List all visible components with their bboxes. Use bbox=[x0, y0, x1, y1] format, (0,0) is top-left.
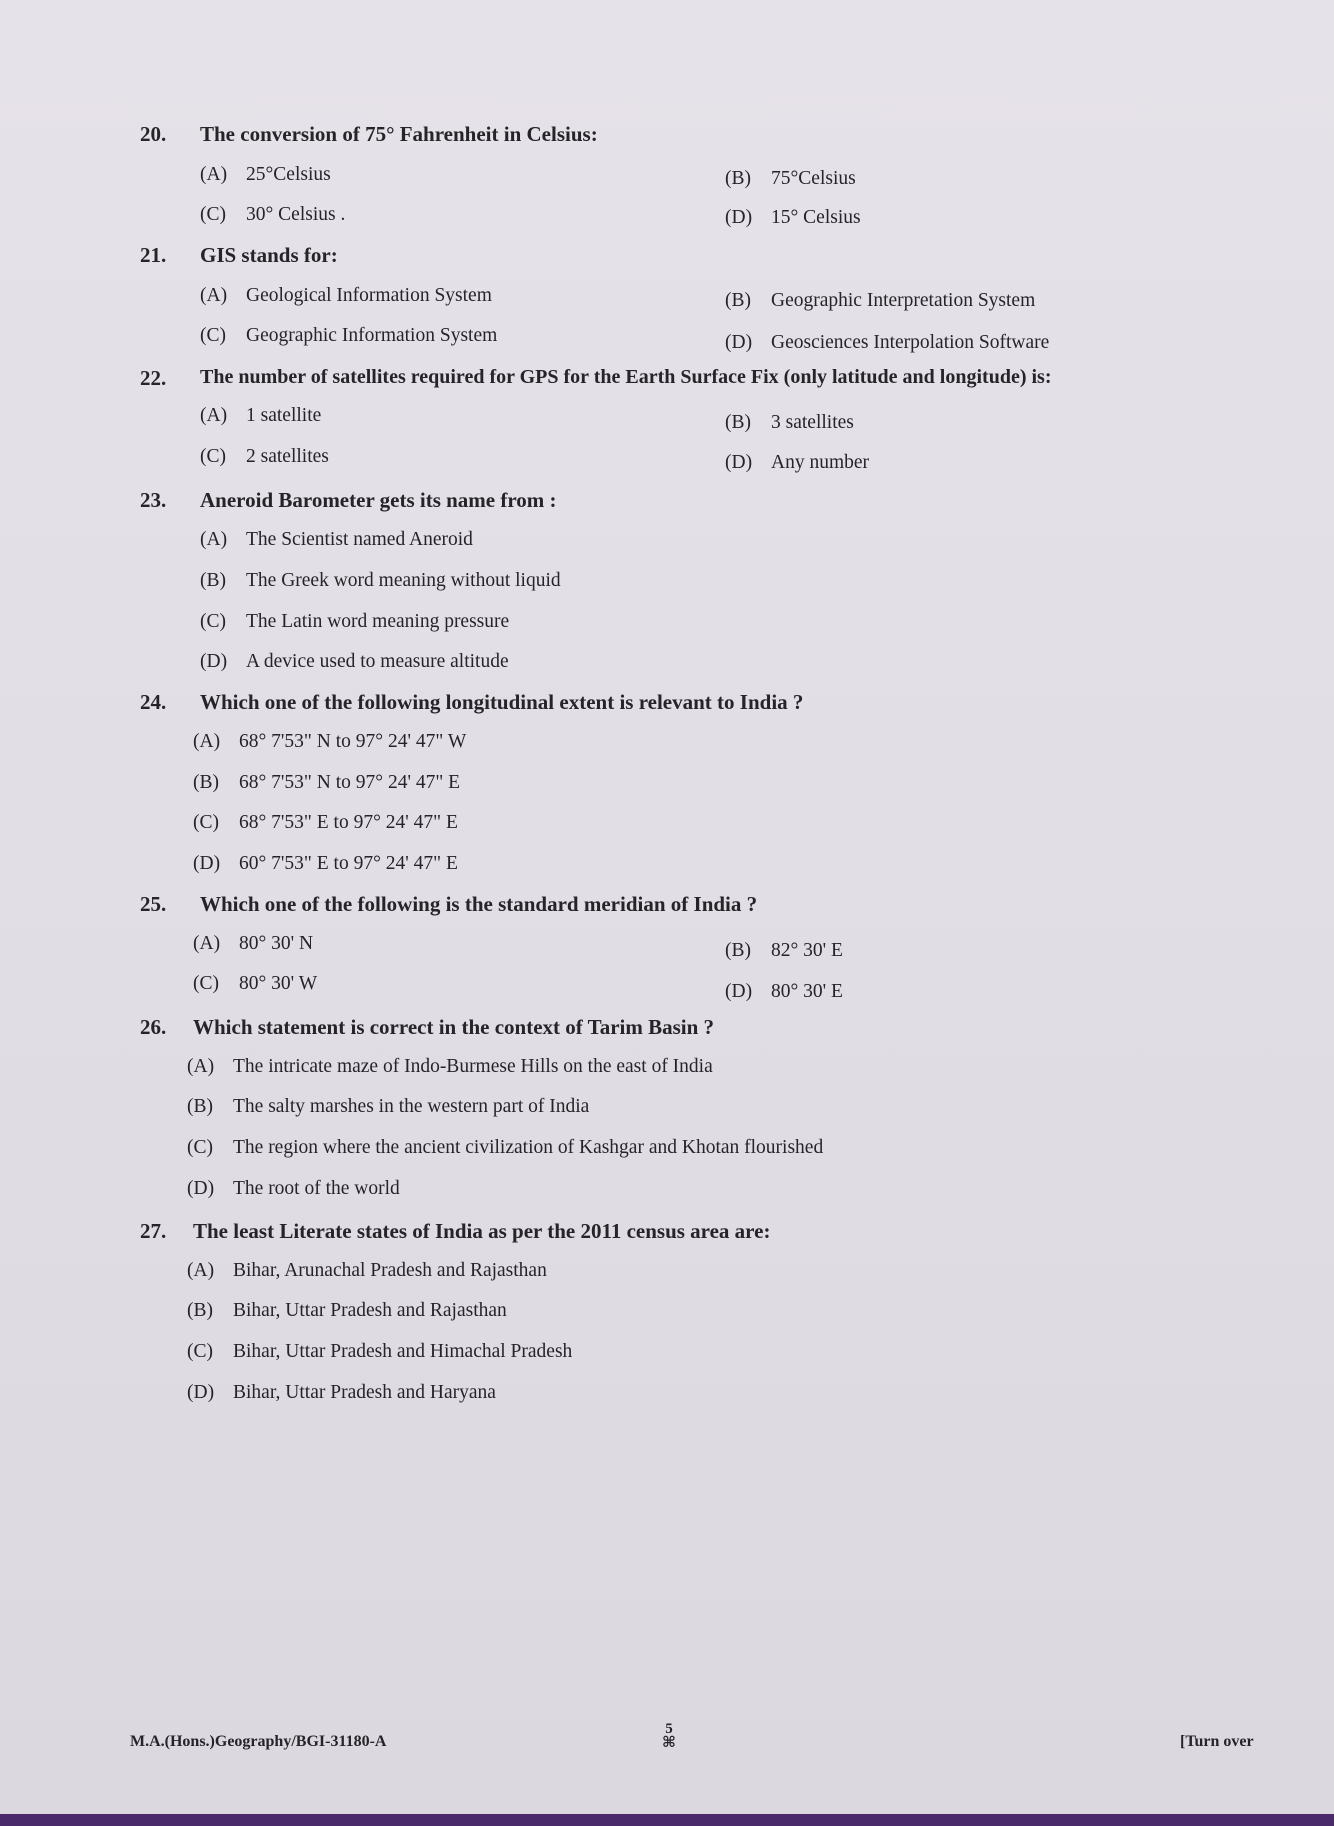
option-b: (B) The Greek word meaning without liquid bbox=[200, 570, 561, 591]
option-b: (B) Geographic Interpretation System bbox=[725, 290, 1036, 311]
question-text: Which statement is correct in the context of Tarim Basin ? bbox=[193, 1015, 715, 1039]
option-c: (C) The Latin word meaning pressure bbox=[200, 611, 510, 632]
bottom-edge bbox=[0, 1814, 1334, 1826]
option-a: (A) 68° 7'53" N to 97° 24' 47" W bbox=[193, 731, 467, 752]
option-d: (D) 15° Celsius bbox=[725, 207, 861, 228]
question-number: 26. bbox=[140, 1015, 167, 1039]
question-text: Which one of the following is the standard meridian of India ? bbox=[200, 892, 758, 916]
option-d: (D) The root of the world bbox=[187, 1178, 400, 1199]
option-a: (A) Bihar, Arunachal Pradesh and Rajasthan bbox=[187, 1260, 547, 1281]
option-b: (B) Bihar, Uttar Pradesh and Rajasthan bbox=[187, 1300, 507, 1321]
page-number: 5 ⌘ bbox=[662, 1721, 676, 1751]
option-b: (B) 82° 30' E bbox=[725, 940, 843, 961]
question-number: 20. bbox=[140, 122, 167, 146]
option-d: (D) 80° 30' E bbox=[725, 981, 843, 1002]
option-d: (D) Any number bbox=[725, 452, 870, 473]
option-b: (B) 75°Celsius bbox=[725, 168, 856, 189]
question-text: The number of satellites required for GPS for the Earth Surface Fix (only latitude and longitude) is: bbox=[200, 366, 1052, 388]
option-b: (B) The salty marshes in the western part of India bbox=[187, 1096, 590, 1117]
option-c: (C) 30° Celsius . bbox=[200, 204, 346, 225]
option-b: (B) 3 satellites bbox=[725, 412, 854, 433]
page-mark-icon: ⌘ bbox=[662, 1735, 676, 1751]
option-d: (D) Bihar, Uttar Pradesh and Haryana bbox=[187, 1382, 496, 1403]
question-number: 25. bbox=[140, 892, 167, 916]
option-c: (C) 2 satellites bbox=[200, 446, 329, 467]
option-a: (A) 80° 30' N bbox=[193, 933, 314, 954]
option-a: (A) 1 satellite bbox=[200, 405, 322, 426]
option-c: (C) 68° 7'53" E to 97° 24' 47" E bbox=[193, 812, 458, 833]
option-b: (B) 68° 7'53" N to 97° 24' 47" E bbox=[193, 772, 461, 793]
option-a: (A) 25°Celsius bbox=[200, 164, 331, 185]
turn-over-label: [Turn over bbox=[1180, 1733, 1254, 1750]
option-c: (C) The region where the ancient civilization of Kashgar and Khotan flourished bbox=[187, 1137, 824, 1158]
question-text: The least Literate states of India as per the 2011 census area are: bbox=[193, 1219, 771, 1243]
option-c: (C) Geographic Information System bbox=[200, 325, 498, 346]
option-d: (D) 60° 7'53" E to 97° 24' 47" E bbox=[193, 853, 458, 874]
question-number: 22. bbox=[140, 366, 167, 390]
question-number: 24. bbox=[140, 690, 167, 714]
option-d: (D) A device used to measure altitude bbox=[200, 651, 509, 672]
question-text: Aneroid Barometer gets its name from : bbox=[200, 488, 557, 512]
question-text: GIS stands for: bbox=[200, 243, 338, 267]
question-text: The conversion of 75° Fahrenheit in Celsius: bbox=[200, 122, 598, 146]
question-number: 23. bbox=[140, 488, 167, 512]
option-a: (A) The Scientist named Aneroid bbox=[200, 529, 473, 550]
question-number: 21. bbox=[140, 243, 167, 267]
option-a: (A) Geological Information System bbox=[200, 285, 492, 306]
option-c: (C) Bihar, Uttar Pradesh and Himachal Pradesh bbox=[187, 1341, 573, 1362]
option-c: (C) 80° 30' W bbox=[193, 973, 318, 994]
paper-code: M.A.(Hons.)Geography/BGI-31180-A bbox=[130, 1733, 387, 1750]
question-text: Which one of the following longitudinal extent is relevant to India ? bbox=[200, 690, 804, 714]
question-number: 27. bbox=[140, 1219, 167, 1243]
option-d: (D) Geosciences Interpolation Software bbox=[725, 332, 1050, 353]
option-a: (A) The intricate maze of Indo-Burmese Hills on the east of India bbox=[187, 1056, 713, 1077]
